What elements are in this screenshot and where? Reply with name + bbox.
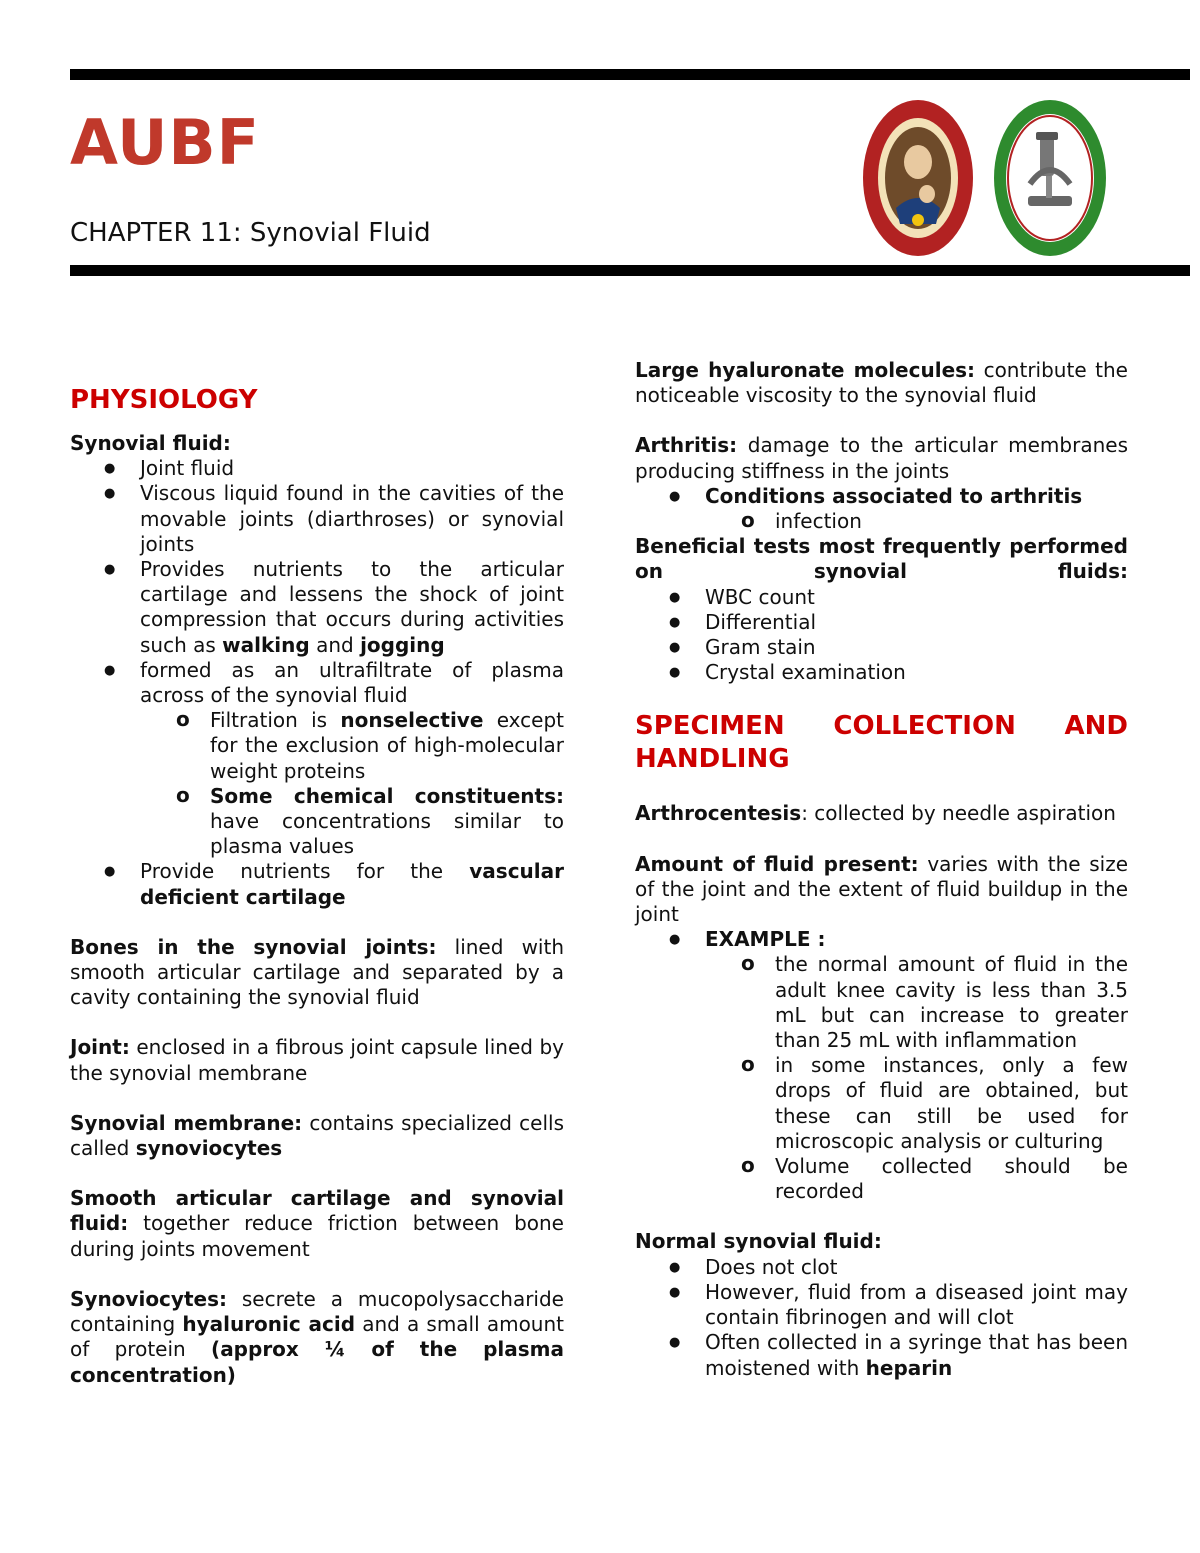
synovial-fluid-label: Synovial fluid: bbox=[70, 431, 231, 455]
arthrocentesis-paragraph: Arthrocentesis: collected by needle aspiration bbox=[635, 801, 1116, 826]
sub-list bbox=[140, 708, 564, 859]
amount-list bbox=[635, 927, 1128, 1204]
list-item: ● Does not clot bbox=[635, 1255, 1128, 1280]
physiology-heading: PHYSIOLOGY bbox=[70, 385, 258, 415]
normal-fluid-list bbox=[635, 1255, 1128, 1381]
list-item: ● Viscous liquid found in the cavities of the movable joints (diarthroses) or synovial joints bbox=[70, 481, 564, 557]
brand-title: AUBF bbox=[70, 106, 261, 179]
list-item: ● Provide nutrients for the vascular deficient cartilage bbox=[70, 859, 564, 909]
arthritis-paragraph: Arthritis: damage to the articular membranes producing stiffness in the joints bbox=[635, 433, 1128, 483]
sub-list bbox=[705, 509, 1128, 534]
list-item: ● Conditions associated to arthritis o infection bbox=[635, 484, 1128, 534]
synoviocytes-paragraph: Synoviocytes: secrete a mucopolysaccharide containing hyaluronic acid and a small amount of protein (approx ¼ of the plasma concentration) bbox=[70, 1286, 564, 1387]
tests-list bbox=[635, 585, 1128, 686]
list-item: ● Crystal examination bbox=[635, 660, 1128, 685]
synovial-fluid-list bbox=[70, 456, 564, 910]
header-top-rule bbox=[70, 69, 1190, 80]
list-item: ● Often collected in a syringe that has been moistened with heparin bbox=[635, 1330, 1128, 1380]
hyaluronate-paragraph: Large hyaluronate molecules: contribute the noticeable viscosity to the synovial fluid bbox=[635, 358, 1128, 408]
list-item: ● WBC count bbox=[635, 585, 1128, 610]
bones-paragraph: Bones in the synovial joints: lined with smooth articular cartilage and separated by a cavity containing the synovial fluid bbox=[70, 934, 564, 1010]
membrane-paragraph: Synovial membrane: contains specialized cells called synoviocytes bbox=[70, 1110, 564, 1161]
header-logos bbox=[860, 96, 1112, 260]
list-item: ● Provides nutrients to the articular cartilage and lessens the shock of joint compression that occurs during activities such as walking and jogging bbox=[70, 557, 564, 658]
sub-list-item: o Volume collected should be recorded bbox=[705, 1154, 1128, 1204]
medtech-seal-logo bbox=[994, 100, 1106, 256]
list-item: ● Gram stain bbox=[635, 635, 1128, 660]
list-item: ● formed as an ultrafiltrate of plasma across of the synovial fluid o Filtration is nonselective except for the exclusion of high-molecular weight proteins o Some chemical constituents: have concentrations similar to plasma values bbox=[70, 658, 564, 860]
joint-paragraph: Joint: enclosed in a fibrous joint capsule lined by the synovial membrane bbox=[70, 1035, 564, 1085]
specimen-heading: SPECIMEN COLLECTION AND HANDLING bbox=[635, 711, 1128, 775]
sub-list-item: o in some instances, only a few drops of fluid are obtained, but these can still be used for microscopic analysis or culturing bbox=[705, 1053, 1128, 1154]
header-bottom-rule bbox=[70, 265, 1190, 276]
sub-list-item: o Filtration is nonselective except for the exclusion of high-molecular weight proteins bbox=[140, 708, 564, 784]
university-seal-logo bbox=[863, 100, 973, 256]
list-item: ● Joint fluid bbox=[70, 456, 564, 481]
sub-list-item: o Some chemical constituents: have concentrations similar to plasma values bbox=[140, 784, 564, 860]
normal-fluid-label: Normal synovial fluid: bbox=[635, 1229, 882, 1254]
left-column bbox=[70, 384, 564, 1388]
tests-heading: Beneficial tests most frequently performed on synovial fluids: bbox=[635, 534, 1128, 584]
list-item: ● However, fluid from a diseased joint may contain fibrinogen and will clot bbox=[635, 1280, 1128, 1330]
sub-list-item: o infection bbox=[705, 509, 1128, 534]
chapter-title: CHAPTER 11: Synovial Fluid bbox=[70, 218, 431, 248]
sub-list-item: o the normal amount of fluid in the adult knee cavity is less than 3.5 mL but can increase to greater than 25 mL with inflammation bbox=[705, 952, 1128, 1053]
smooth-cartilage-paragraph: Smooth articular cartilage and synovial fluid: together reduce friction between bone during joints movement bbox=[70, 1186, 564, 1261]
amount-paragraph: Amount of fluid present: varies with the size of the joint and the extent of fluid buildup in the joint bbox=[635, 851, 1129, 927]
right-column bbox=[635, 358, 1128, 1381]
sub-list bbox=[705, 952, 1128, 1204]
list-item: ● EXAMPLE : o the normal amount of fluid in the adult knee cavity is less than 3.5 mL but can increase to greater than 25 mL with inflammation o in some instances, only a few drops of fluid are obtained, but these can still be used for microscopic analysis or culturing o Volume collected should be recorded bbox=[635, 927, 1128, 1204]
logo-seals bbox=[860, 96, 1112, 260]
arthritis-list bbox=[635, 484, 1128, 534]
list-item: ● Differential bbox=[635, 610, 1128, 635]
